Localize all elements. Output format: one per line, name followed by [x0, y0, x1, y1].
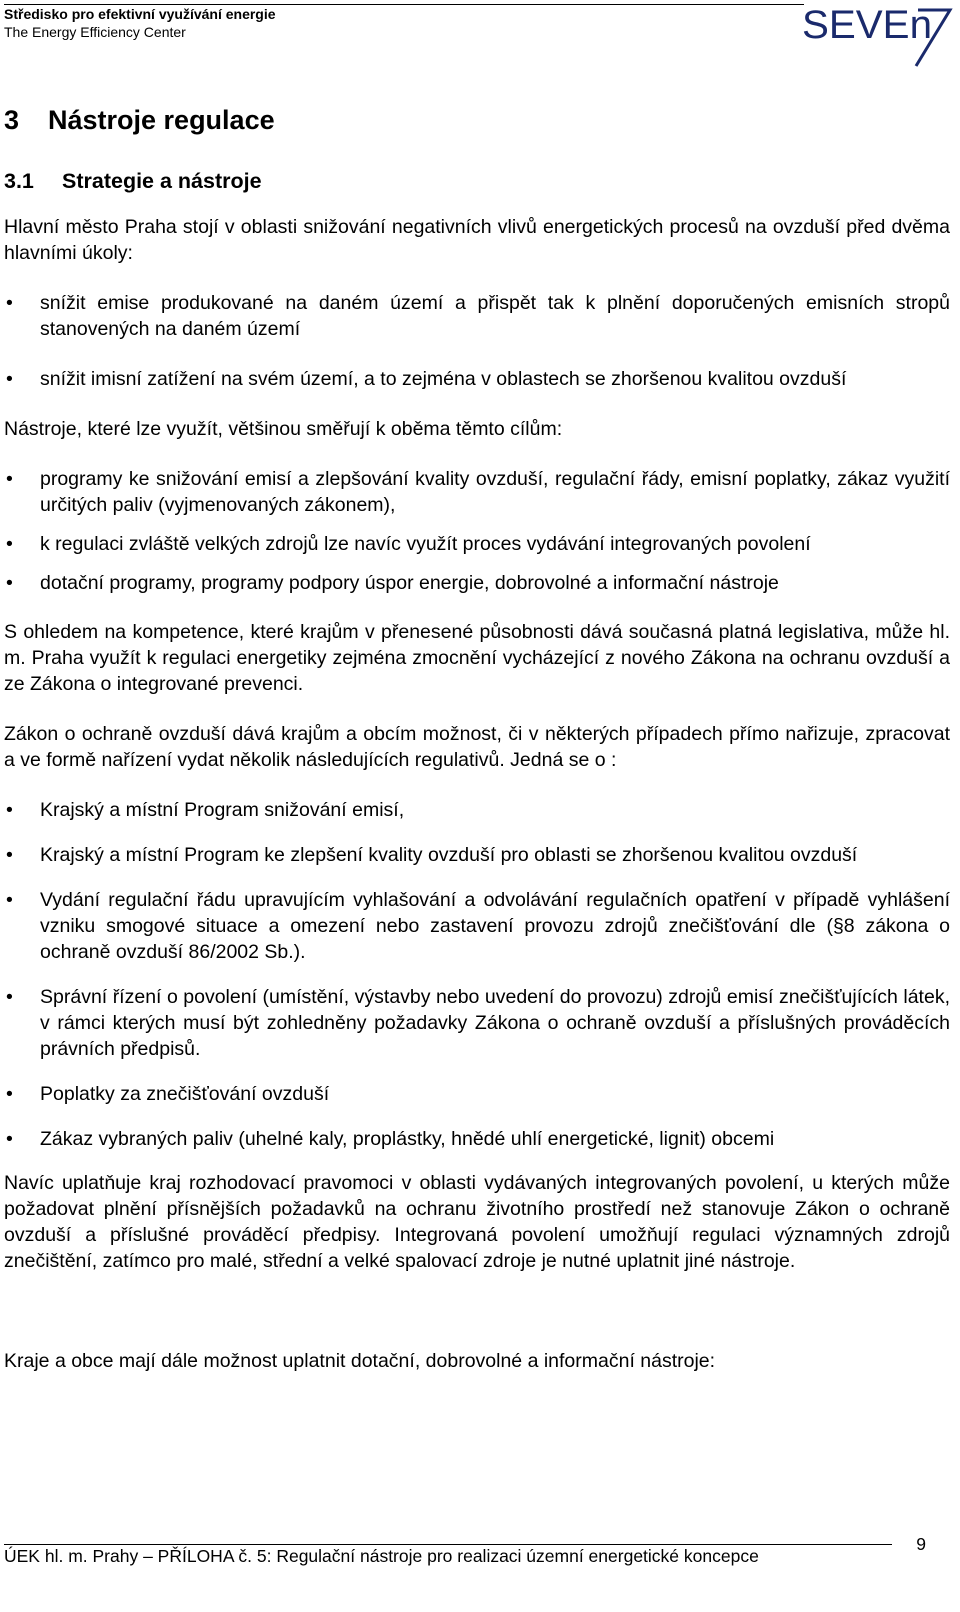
- paragraph-final: Kraje a obce mají dále možnost uplatnit dotační, dobrovolné a informační nástroje:: [4, 1350, 716, 1372]
- footer-rule: [4, 1544, 892, 1545]
- page-header: [4, 4, 956, 70]
- section-number: 3.1: [4, 169, 34, 193]
- header-rule: [4, 4, 804, 5]
- section-heading: [4, 168, 950, 194]
- list-item: • Poplatky za znečišťování ovzduší: [4, 1081, 950, 1107]
- page-footer: [4, 1534, 956, 1570]
- tools-list: [4, 466, 950, 596]
- list-item: • k regulaci zvláště velkých zdrojů lze navíc využít proces vydávání integrovaných povolení: [4, 531, 950, 557]
- footer-text: ÚEK hl. m. Prahy – PŘÍLOHA č. 5: Regulační nástroje pro realizaci územní energetické koncepce: [4, 1546, 759, 1566]
- paragraph-tools: Nástroje, které lze využít, většinou směřují k oběma těmto cílům:: [4, 418, 563, 440]
- org-name-czech: Středisko pro efektivní využívání energie: [4, 6, 276, 22]
- list-item: • programy ke snižování emisí a zlepšování kvality ovzduší, regulační řády, emisní poplatky, zákaz využití určitých paliv (vyjmenovaných zákonem),: [4, 466, 950, 518]
- list-item: • Zákaz vybraných paliv (uhelné kaly, proplástky, hnědé uhlí energetické, lignit) obcemi: [4, 1126, 950, 1152]
- logo-text: SEVEn: [802, 4, 932, 47]
- paragraph-region: Navíc uplatňuje kraj rozhodovací pravomoci v oblasti vydávaných integrovaných povolení, u kterých může požadovat plnění přísnějších požadavků na ochranu životního prostředí než stanovuje Zákon o ochraně ovzduší a příslušné prováděcí předpisy. Integrovaná povolení umožňují regulaci významných zdrojů znečištění, zatímco pro malé, střední a velké spalovací zdroje je nutné uplatnit jiné nástroje.: [4, 1172, 950, 1272]
- list-item: • snížit imisní zatížení na svém území, a to zejména v oblastech se zhoršenou kvalitou ovzduší: [4, 366, 950, 392]
- list-item: • Krajský a místní Program ke zlepšení kvality ovzduší pro oblasti se zhoršenou kvalitou ovzduší: [4, 842, 950, 868]
- list-item: • Vydání regulační řádu upravujícím vyhlašování a odvolávání regulačních opatření v případě vyhlášení vzniku smogové situace a omezení nebo zastavení provozu zdrojů znečišťování dle (§8 zákona o ochraně ovzduší 86/2002 Sb.).: [4, 887, 950, 965]
- chapter-title: Nástroje regulace: [48, 105, 275, 135]
- goals-list: [4, 290, 950, 392]
- list-item: • dotační programy, programy podpory úspor energie, dobrovolné a informační nástroje: [4, 570, 950, 596]
- page-number: 9: [916, 1534, 926, 1554]
- section-title: Strategie a nástroje: [62, 169, 262, 193]
- seven-logo: [796, 4, 956, 70]
- paragraph-intro: Hlavní město Praha stojí v oblasti snižování negativních vlivů energetických procesů na ovzduší před dvěma hlavními úkoly:: [4, 216, 950, 264]
- document-body: [4, 98, 950, 1374]
- paragraph-law: Zákon o ochraně ovzduší dává krajům a obcím možnost, či v některých případech přímo nařizuje, zpracovat a ve formě nařízení vydat několik následujících regulativů. Jedná se o :: [4, 723, 950, 771]
- list-item: • Krajský a místní Program snižování emisí,: [4, 797, 950, 823]
- list-item: • snížit emise produkované na daném území a přispět tak k plnění doporučených emisních stropů stanovených na daném území: [4, 290, 950, 342]
- chapter-number: 3: [4, 105, 20, 135]
- chapter-heading: [4, 98, 950, 148]
- paragraph-competence: S ohledem na kompetence, které krajům v přenesené působnosti dává současná platná legislativa, může hl. m. Praha využít k regulaci energetiky zejména zmocnění vycházející z nového Zákona na ochranu ovzduší a ze Zákona o integrované prevenci.: [4, 621, 950, 695]
- regulations-list: [4, 797, 950, 1152]
- list-item: • Správní řízení o povolení (umístění, výstavby nebo uvedení do provozu) zdrojů emisí znečišťujících látek, v rámci kterých musí být zohledněny požadavky Zákona o ochraně ovzduší a příslušných prováděcích právních předpisů.: [4, 984, 950, 1062]
- org-name-english: The Energy Efficiency Center: [4, 24, 186, 40]
